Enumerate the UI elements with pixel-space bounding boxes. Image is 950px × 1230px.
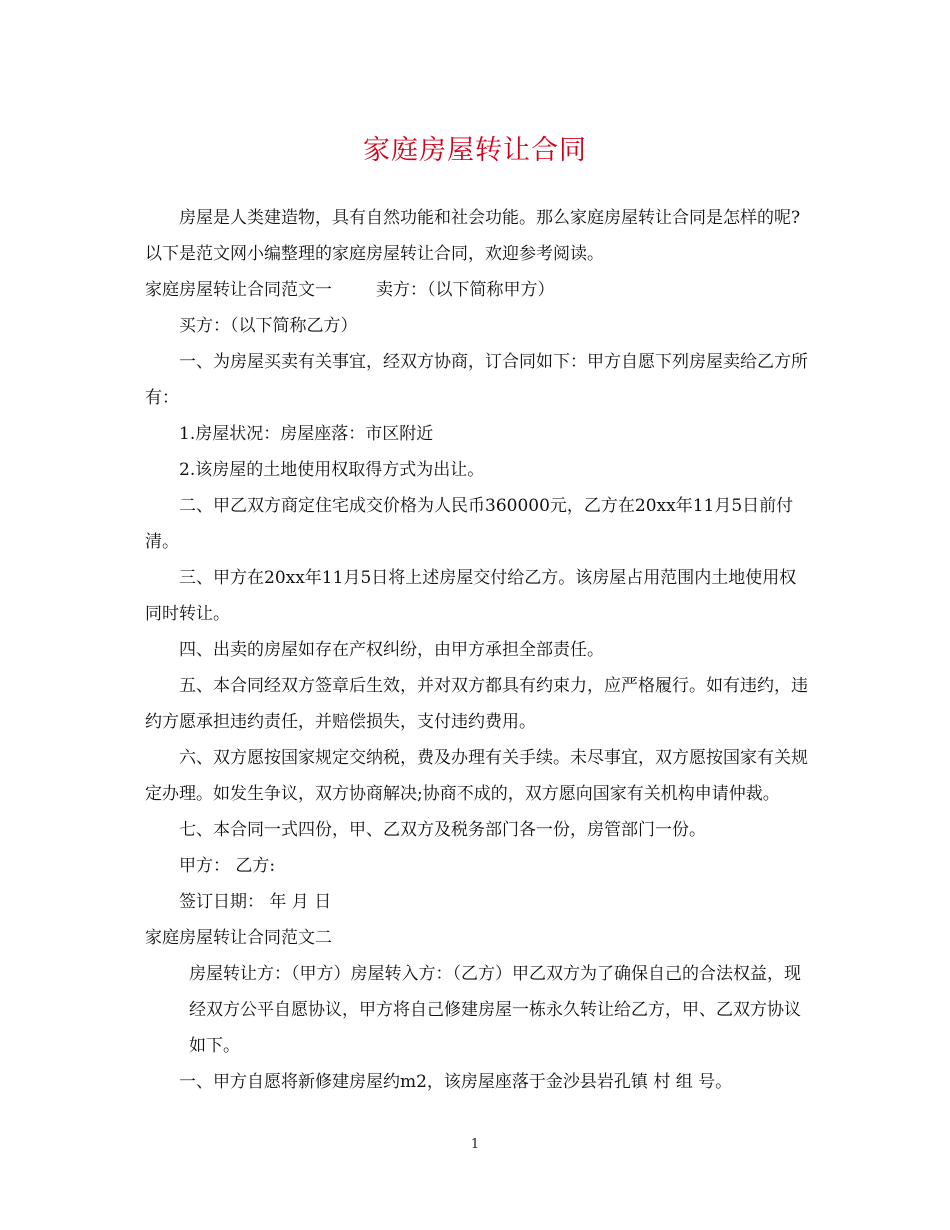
buyer-line: 买方：（以下简称乙方）	[179, 316, 358, 336]
sample1-heading: 家庭房屋转让合同范文一	[145, 280, 332, 300]
page-number: 1	[470, 1137, 480, 1152]
document-body	[145, 200, 813, 1100]
clause-1-item-2: 2.该房屋的土地使用权取得方式为出让。	[179, 460, 485, 480]
sample2-paragraph	[145, 920, 813, 1064]
intro-paragraph: 房屋是人类建造物，具有自然功能和社会功能。那么家庭房屋转让合同是怎样的呢?以下是范文网小编整理的家庭房屋转让合同，欢迎参考阅读。	[145, 208, 801, 264]
sample2-parties: 房屋转让方：（甲方）房屋转入方：（乙方）甲乙双方为了确保自己的合法权益，现经双方公平自愿协议，甲方将自己修建房屋一栋永久转让给乙方，甲、乙双方协议如下。	[189, 964, 801, 1056]
document-title: 家庭房屋转让合同	[363, 135, 587, 166]
signature-line: 甲方： 乙方:	[179, 856, 276, 876]
clause-1: 一、为房屋买卖有关事宜，经双方协商，订合同如下：甲方自愿下列房屋卖给乙方所有：	[145, 352, 808, 408]
sign-date-line: 签订日期： 年 月 日	[179, 892, 332, 912]
sample1-heading-line	[145, 272, 813, 308]
clause-7: 七、本合同一式四份，甲、乙双方及税务部门各一份，房管部门一份。	[179, 820, 706, 840]
seller-line: 卖方：（以下简称甲方）	[376, 280, 555, 300]
clause-6: 六、双方愿按国家规定交纳税，费及办理有关手续。未尽事宜，双方愿按国家有关规定办理。如发生争议，双方协商解决;协商不成的，双方愿向国家有关机构申请仲裁。	[145, 748, 808, 804]
clause-1-item-1: 1.房屋状况：房屋座落：市区附近	[179, 424, 434, 444]
clause-2: 二、甲乙双方商定住宅成交价格为人民币360000元，乙方在20xx年11月5日前付清。	[145, 496, 794, 552]
sample2-clause-1: 一、甲方自愿将新修建房屋约m2，该房屋座落于金沙县岩孔镇 村 组 号。	[179, 1072, 733, 1092]
clause-3: 三、甲方在20xx年11月5日将上述房屋交付给乙方。该房屋占用范围内土地使用权同时转让。	[145, 568, 797, 624]
clause-5: 五、本合同经双方签章后生效，并对双方都具有约束力，应严格履行。如有违约，违约方愿承担违约责任，并赔偿损失，支付违约费用。	[145, 676, 808, 732]
clause-4: 四、出卖的房屋如存在产权纠纷，由甲方承担全部责任。	[179, 640, 604, 660]
sample2-heading: 家庭房屋转让合同范文二	[145, 928, 332, 948]
